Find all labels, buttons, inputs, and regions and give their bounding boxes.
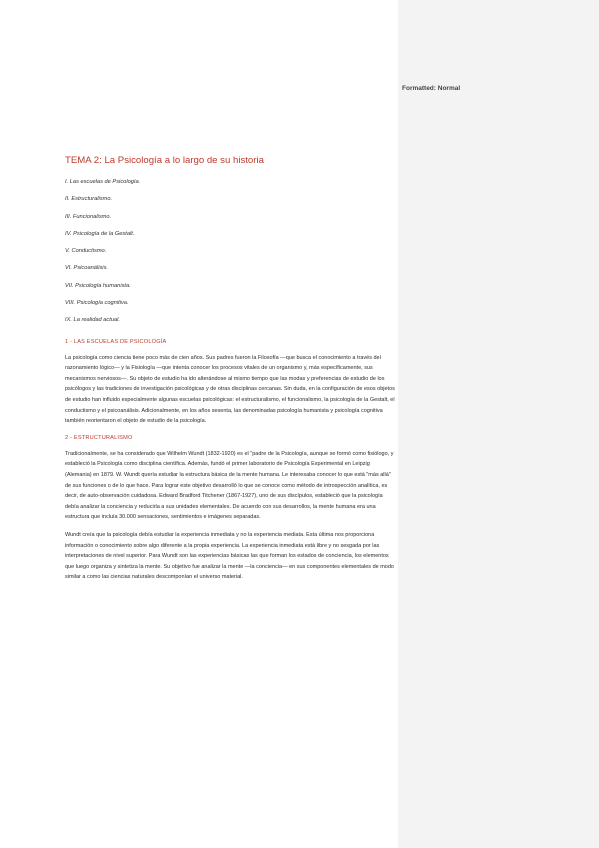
toc-item: III. Funcionalismo.: [65, 213, 112, 220]
toc-item: IX. La realidad actual.: [65, 317, 121, 324]
comments-pane: [398, 0, 599, 848]
section-heading-estructuralismo: 2 - ESTRUCTURALISMO: [65, 434, 133, 441]
section-heading-escuelas: 1 - LAS ESCUELAS DE PSICOLOGÍA: [65, 338, 167, 345]
formatted-comment-label: Formatted: Normal: [402, 85, 461, 92]
document-body: [65, 155, 395, 590]
paragraph: La psicología como ciencia tiene poco más de cien años. Sus padres fueron la Filosofía —que busca el conocimiento a través del razonamiento lógico— y la Fisiología —que intenta conocer los procesos vitales de un organismo y, más específicamente, sus mecanismos nerviosos—. Su objeto de estudio ha ido alterándose al mismo tiempo que las modas y preferencias de estudio de los psicólogos y las tradiciones de investigación psicológicas y de otras disciplinas cercanas. Sin duda, en la configuración de esos objetos de estudio han influido especialmente algunas escuelas psicológicas: el estructuralismo, el funcionalismo, la psicología de la Gestalt, el conductismo y el psicoanálisis. Adicionalmente, en los años sesenta, las denominadas psicología humanista y psicología cognitiva también reorientaron el objeto de estudio de la psicología.: [65, 354, 395, 425]
toc-item: IV. Psicología de la Gestalt.: [65, 230, 135, 237]
document-title: TEMA 2: La Psicología a lo largo de su historia: [65, 155, 264, 166]
paragraph: Tradicionalmente, se ha considerado que Wilhelm Wundt (1832-1920) es el "padre de la Psicología, aunque se formó como fisiólogo, y estableció la Psicología como disciplina científica. Además, fundó el primer laboratorio de Psicología Experimental en Leipzig (Alemania) en 1879. W. Wundt quería estudiar la estructura básica de la mente humana. Le interesaba conocer lo que está "más allá" de sus funciones o de lo que hace. Para lograr este objetivo desarrolló lo que se conoce como método de introspección analítica, es decir, de auto-observación cuidadosa. Edward Bradford Titchener (1867-1927), uno de sus discípulos, estableció que la psicología debía analizar la conciencia y reducirla a sus unidades elementales. De acuerdo con sus desarrollos, la mente humana era una estructura que incluía 30.000 sensaciones, sentimientos e imágenes separadas.: [65, 450, 394, 521]
toc-item: I. Las escuelas de Psicología.: [65, 179, 141, 185]
toc-item: VI. Psicoanálisis.: [65, 265, 108, 272]
table-of-contents: [65, 178, 395, 334]
toc-item: II. Estructuralismo.: [65, 196, 113, 203]
toc-item: VIII. Psicología cognitiva.: [65, 300, 129, 307]
paragraph: Wundt creía que la psicología debía estudiar la experiencia inmediata y no la experiencia mediata. Esta última nos proporciona información o conocimiento sobre algo diferente a la propia experiencia. La experiencia inmediata está libre y no sesgada por las interpretaciones de nivel superior. Para Wundt son las experiencias básicas las que forman los estados de conciencia, los elementos que luego organiza y sintetiza la mente. Su objetivo fue analizar la mente —la conciencia— en sus componentes elementales de modo similar a como las ciencias naturales descomponían el universo material.: [65, 531, 394, 581]
toc-item: V. Conductismo.: [65, 248, 107, 255]
toc-item: VII. Psicología humanista.: [65, 282, 131, 289]
